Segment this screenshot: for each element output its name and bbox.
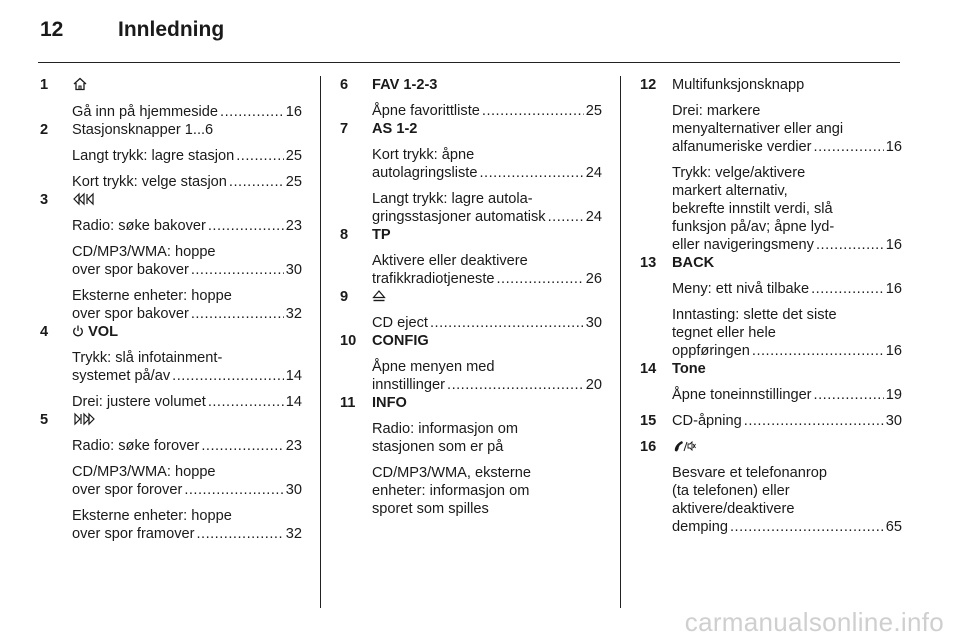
item-number: 10 bbox=[340, 333, 357, 349]
page-ref: 23 bbox=[285, 218, 302, 234]
list-item-4 bbox=[40, 323, 302, 411]
column-3 bbox=[640, 76, 902, 536]
entry: CD/MP3/WMA: hoppe over spor bakover ..... 30 bbox=[72, 243, 302, 279]
entry: Aktivere eller deaktivere trafikkradiotjeneste ..... 26 bbox=[372, 252, 602, 288]
page-ref: 20 bbox=[585, 377, 602, 393]
page-ref: 30 bbox=[585, 315, 602, 331]
list-item-8 bbox=[340, 226, 602, 288]
list-item-11 bbox=[340, 394, 602, 518]
item-number: 3 bbox=[40, 192, 49, 208]
item-number: 12 bbox=[640, 77, 657, 93]
item-number: 13 bbox=[640, 255, 657, 271]
entry: Langt trykk: lagre autola- gringsstasjoner automatisk ..... 24 bbox=[372, 190, 602, 226]
entry: Meny: ett nivå tilbake ..... 16 bbox=[672, 280, 902, 298]
entry: Åpne menyen med innstillinger ..... 20 bbox=[372, 358, 602, 394]
item-title: Multifunksjonsknapp bbox=[672, 77, 805, 93]
column-divider bbox=[320, 76, 321, 608]
entry: Trykk: slå infotainment- systemet på/av ..... 14 bbox=[72, 349, 302, 385]
page-ref: 32 bbox=[285, 306, 302, 322]
entry: Drei: justere volumet ..... 14 bbox=[72, 393, 302, 411]
entry: CD eject ..... 30 bbox=[372, 314, 602, 332]
entry: Eksterne enheter: hoppe over spor framover ..... 32 bbox=[72, 507, 302, 543]
home-icon bbox=[72, 76, 88, 92]
entry: Drei: markere menyalternativer eller angi alfanumeriske verdier ..... 16 bbox=[672, 102, 902, 156]
list-item-12 bbox=[640, 76, 902, 254]
entry: Åpne toneinnstillinger ..... 19 bbox=[672, 386, 902, 404]
page-ref: 14 bbox=[285, 394, 302, 410]
item-title: VOL bbox=[88, 324, 119, 340]
item-number: 11 bbox=[340, 395, 356, 411]
eject-icon bbox=[372, 288, 386, 304]
page-ref: 16 bbox=[285, 104, 302, 120]
seek-forward-icon bbox=[72, 411, 96, 427]
item-number: 1 bbox=[40, 77, 49, 93]
item-title: INFO bbox=[372, 395, 407, 411]
entry: Langt trykk: lagre stasjon ..... 25 bbox=[72, 147, 302, 165]
item-number: 9 bbox=[340, 289, 349, 305]
page-ref: 16 bbox=[885, 139, 902, 155]
item-number: 8 bbox=[340, 227, 349, 243]
item-title: Stasjonsknapper 1...6 bbox=[72, 122, 214, 138]
item-number: 16 bbox=[640, 439, 657, 455]
entry: CD/MP3/WMA: hoppe over spor forover ..... 30 bbox=[72, 463, 302, 499]
column-1 bbox=[40, 76, 302, 543]
item-title: CONFIG bbox=[372, 333, 429, 349]
entry: CD-åpning ..... 30 bbox=[672, 412, 902, 430]
entry: Åpne favorittliste ..... 25 bbox=[372, 102, 602, 120]
entry: Besvare et telefonanrop (ta telefonen) eller aktivere/deaktivere demping ..... 65 bbox=[672, 464, 902, 536]
entry: Kort trykk: åpne autolagringsliste ..... 24 bbox=[372, 146, 602, 182]
list-item-5 bbox=[40, 411, 302, 543]
list-item-6 bbox=[340, 76, 602, 120]
entry: Radio: informasjon om stasjonen som er på bbox=[372, 421, 519, 455]
page-ref: 26 bbox=[585, 271, 602, 287]
page-ref: 14 bbox=[285, 368, 302, 384]
entry: CD/MP3/WMA, eksterne enheter: informasjon om sporet som spilles bbox=[372, 465, 531, 517]
page-ref: 32 bbox=[285, 526, 302, 542]
page-ref: 24 bbox=[585, 209, 602, 225]
power-icon bbox=[72, 323, 84, 339]
page-ref: 16 bbox=[885, 237, 902, 253]
page-ref: 16 bbox=[885, 281, 902, 297]
list-item-13 bbox=[640, 254, 902, 360]
phone-mute-icon bbox=[672, 438, 696, 454]
column-2 bbox=[340, 76, 602, 518]
list-item-14 bbox=[640, 360, 902, 404]
item-number: 15 bbox=[640, 413, 657, 429]
page-ref: 30 bbox=[285, 262, 302, 278]
list-item-9 bbox=[340, 288, 602, 332]
page-ref: 65 bbox=[885, 519, 902, 535]
watermark: carmanualsonline.info bbox=[684, 607, 944, 637]
column-divider bbox=[620, 76, 621, 608]
item-number: 5 bbox=[40, 412, 49, 428]
list-item-1 bbox=[40, 76, 302, 121]
list-item-3 bbox=[40, 191, 302, 323]
list-item-7 bbox=[340, 120, 602, 226]
entry: Eksterne enheter: hoppe over spor bakover ..... 32 bbox=[72, 287, 302, 323]
seek-back-icon bbox=[72, 191, 96, 207]
page-title: Innledning bbox=[118, 18, 225, 41]
entry: Gå inn på hjemmeside ..... 16 bbox=[72, 103, 302, 121]
page-ref: 25 bbox=[585, 103, 602, 119]
page-ref: 19 bbox=[885, 387, 902, 403]
page-ref: 25 bbox=[285, 174, 302, 190]
item-title: AS 1-2 bbox=[372, 121, 418, 137]
entry: Inntasting: slette det siste tegnet eller hele oppføringen ..... 16 bbox=[672, 306, 902, 360]
page-ref: 30 bbox=[885, 413, 902, 429]
page-ref: 16 bbox=[885, 343, 902, 359]
item-number: 14 bbox=[640, 361, 657, 377]
item-title: Tone bbox=[672, 361, 706, 377]
item-number: 2 bbox=[40, 122, 49, 138]
page-ref: 23 bbox=[285, 438, 302, 454]
page-ref: 30 bbox=[285, 482, 302, 498]
page-ref: 24 bbox=[585, 165, 602, 181]
header-rule bbox=[38, 62, 900, 63]
entry: Radio: søke forover ..... 23 bbox=[72, 437, 302, 455]
list-item-10 bbox=[340, 332, 602, 394]
item-title: TP bbox=[372, 227, 391, 243]
item-number: 4 bbox=[40, 324, 49, 340]
item-number: 7 bbox=[340, 121, 349, 137]
page-ref: 25 bbox=[285, 148, 302, 164]
list-item-15 bbox=[640, 412, 902, 430]
list-item-2 bbox=[40, 121, 302, 191]
item-number: 6 bbox=[340, 77, 349, 93]
page-number: 12 bbox=[40, 18, 64, 41]
entry: Radio: søke bakover ..... 23 bbox=[72, 217, 302, 235]
entry: Kort trykk: velge stasjon ..... 25 bbox=[72, 173, 302, 191]
item-title: BACK bbox=[672, 255, 715, 271]
list-item-16 bbox=[640, 438, 902, 536]
item-title: FAV 1-2-3 bbox=[372, 77, 438, 93]
entry: Trykk: velge/aktivere markert alternativ, bekrefte innstilt verdi, slå funksjon på/av; åpne lyd- eller navigeringsmeny ..... 16 bbox=[672, 164, 902, 254]
